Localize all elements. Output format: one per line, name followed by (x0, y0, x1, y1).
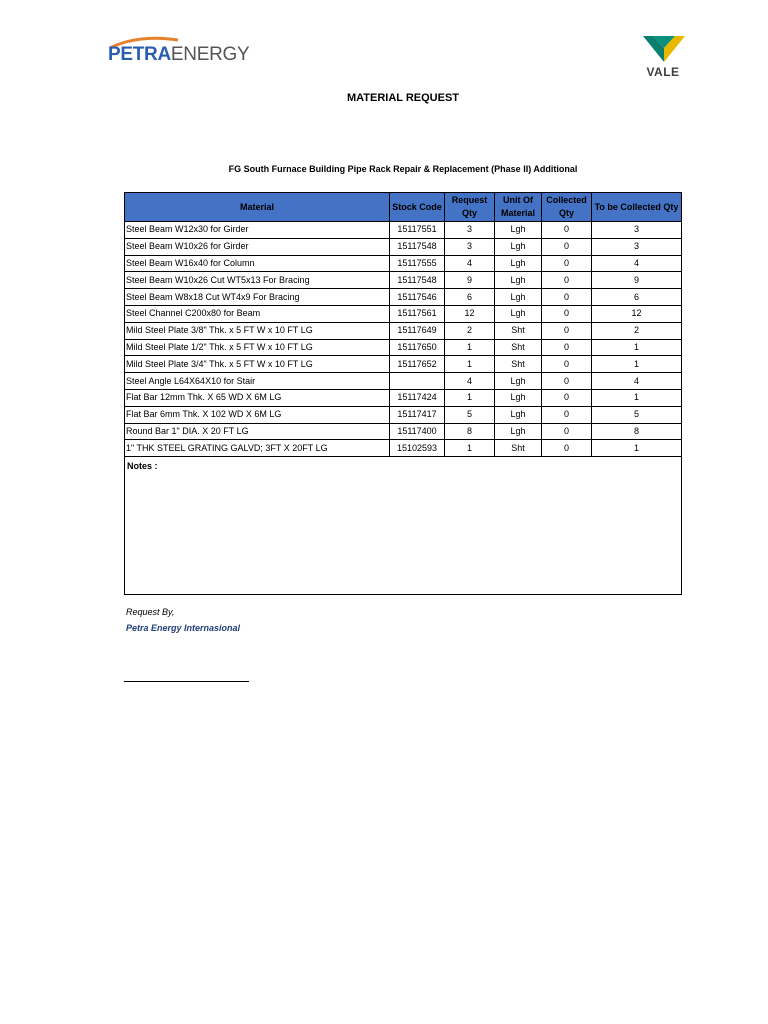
cell-to-be-collected: 12 (592, 305, 682, 322)
document-title: MATERIAL REQUEST (346, 92, 460, 104)
cell-stock-code: 15117649 (390, 322, 445, 339)
table-row (125, 356, 682, 373)
cell-material: Steel Beam W12x30 for Girder (125, 222, 390, 239)
cell-stock-code: 15117548 (390, 272, 445, 289)
cell-unit: Sht (495, 440, 542, 457)
cell-material: Mild Steel Plate 3/8" Thk. x 5 FT W x 10 FT LG (125, 322, 390, 339)
cell-to-be-collected: 1 (592, 389, 682, 406)
cell-stock-code (390, 373, 445, 390)
cell-material: Steel Beam W10x26 Cut WT5x13 For Bracing (125, 272, 390, 289)
cell-material: Steel Beam W8x18 Cut WT4x9 For Bracing (125, 289, 390, 306)
table-row (125, 389, 682, 406)
cell-request-qty: 1 (445, 339, 495, 356)
table-row (125, 305, 682, 322)
cell-stock-code: 15117424 (390, 389, 445, 406)
table-row (125, 423, 682, 440)
cell-unit: Lgh (495, 373, 542, 390)
material-table (124, 192, 682, 595)
cell-collected-qty: 0 (542, 238, 592, 255)
cell-request-qty: 1 (445, 356, 495, 373)
cell-unit: Lgh (495, 423, 542, 440)
cell-collected-qty: 0 (542, 339, 592, 356)
cell-unit: Lgh (495, 222, 542, 239)
cell-stock-code: 15102593 (390, 440, 445, 457)
cell-stock-code: 15117546 (390, 289, 445, 306)
cell-request-qty: 1 (445, 389, 495, 406)
notes-label: Notes : (125, 457, 682, 595)
cell-collected-qty: 0 (542, 305, 592, 322)
cell-collected-qty: 0 (542, 222, 592, 239)
cell-request-qty: 4 (445, 373, 495, 390)
cell-stock-code: 15117551 (390, 222, 445, 239)
cell-unit: Sht (495, 356, 542, 373)
cell-collected-qty: 0 (542, 356, 592, 373)
cell-unit: Lgh (495, 289, 542, 306)
cell-request-qty: 5 (445, 406, 495, 423)
cell-request-qty: 2 (445, 322, 495, 339)
signature-line (124, 681, 249, 682)
cell-stock-code: 15117561 (390, 305, 445, 322)
cell-request-qty: 9 (445, 272, 495, 289)
table-header-row (125, 193, 682, 222)
cell-stock-code: 15117548 (390, 238, 445, 255)
col-header-to-be-collected: To be Collected Qty (592, 193, 682, 222)
table-row (125, 373, 682, 390)
table-row (125, 339, 682, 356)
cell-material: Round Bar 1" DIA. X 20 FT LG (125, 423, 390, 440)
cell-request-qty: 4 (445, 255, 495, 272)
table-row (125, 255, 682, 272)
cell-request-qty: 6 (445, 289, 495, 306)
col-header-unit: Unit Of Material (495, 193, 542, 222)
logo-text-petra: PETRA (108, 44, 171, 65)
vale-v-icon (641, 34, 687, 64)
cell-to-be-collected: 1 (592, 356, 682, 373)
col-header-collected-qty: Collected Qty (542, 193, 592, 222)
table-row (125, 440, 682, 457)
table-row (125, 322, 682, 339)
cell-request-qty: 12 (445, 305, 495, 322)
petra-energy-logo (108, 36, 250, 70)
cell-unit: Lgh (495, 272, 542, 289)
cell-material: Mild Steel Plate 1/2" Thk. x 5 FT W x 10 FT LG (125, 339, 390, 356)
cell-material: Steel Beam W10x26 for Girder (125, 238, 390, 255)
vale-text: VALE (646, 65, 680, 79)
cell-collected-qty: 0 (542, 389, 592, 406)
table-row (125, 272, 682, 289)
cell-request-qty: 1 (445, 440, 495, 457)
table-row (125, 238, 682, 255)
cell-unit: Sht (495, 322, 542, 339)
cell-unit: Lgh (495, 406, 542, 423)
cell-unit: Lgh (495, 305, 542, 322)
cell-material: Flat Bar 6mm Thk. X 102 WD X 6M LG (125, 406, 390, 423)
cell-collected-qty: 0 (542, 406, 592, 423)
cell-unit: Lgh (495, 238, 542, 255)
cell-collected-qty: 0 (542, 255, 592, 272)
cell-collected-qty: 0 (542, 272, 592, 289)
cell-to-be-collected: 6 (592, 289, 682, 306)
cell-material: Flat Bar 12mm Thk. X 65 WD X 6M LG (125, 389, 390, 406)
cell-stock-code: 15117652 (390, 356, 445, 373)
cell-stock-code: 15117417 (390, 406, 445, 423)
notes-row (125, 457, 682, 595)
cell-material: Steel Angle L64X64X10 for Stair (125, 373, 390, 390)
company-name: Petra Energy Internasional (126, 623, 241, 633)
petra-energy-wordmark (108, 44, 249, 66)
cell-material: Mild Steel Plate 3/4" Thk. x 5 FT W x 10 FT LG (125, 356, 390, 373)
request-by-label: Request By, (126, 607, 175, 617)
table-row (125, 222, 682, 239)
project-title: FG South Furnace Building Pipe Rack Repair & Replacement (Phase II) Additional (228, 164, 578, 174)
vale-logo (640, 34, 688, 84)
col-header-stock-code: Stock Code (390, 193, 445, 222)
cell-unit: Sht (495, 339, 542, 356)
cell-to-be-collected: 3 (592, 222, 682, 239)
logo-text-energy: ENERGY (170, 44, 250, 65)
col-header-request-qty: Request Qty (445, 193, 495, 222)
cell-collected-qty: 0 (542, 440, 592, 457)
table-row (125, 289, 682, 306)
cell-to-be-collected: 9 (592, 272, 682, 289)
cell-to-be-collected: 3 (592, 238, 682, 255)
cell-material: 1" THK STEEL GRATING GALVD; 3FT X 20FT LG (125, 440, 390, 457)
cell-request-qty: 8 (445, 423, 495, 440)
cell-to-be-collected: 5 (592, 406, 682, 423)
cell-collected-qty: 0 (542, 322, 592, 339)
cell-to-be-collected: 2 (592, 322, 682, 339)
table-row (125, 406, 682, 423)
table-body (125, 222, 682, 457)
cell-to-be-collected: 4 (592, 255, 682, 272)
cell-material: Steel Beam W16x40 for Column (125, 255, 390, 272)
cell-stock-code: 15117555 (390, 255, 445, 272)
cell-to-be-collected: 4 (592, 373, 682, 390)
cell-collected-qty: 0 (542, 423, 592, 440)
cell-to-be-collected: 1 (592, 339, 682, 356)
cell-material: Steel Channel C200x80 for Beam (125, 305, 390, 322)
cell-to-be-collected: 8 (592, 423, 682, 440)
cell-unit: Lgh (495, 389, 542, 406)
cell-to-be-collected: 1 (592, 440, 682, 457)
cell-request-qty: 3 (445, 222, 495, 239)
cell-stock-code: 15117650 (390, 339, 445, 356)
cell-unit: Lgh (495, 255, 542, 272)
cell-collected-qty: 0 (542, 289, 592, 306)
cell-collected-qty: 0 (542, 373, 592, 390)
cell-stock-code: 15117400 (390, 423, 445, 440)
col-header-material: Material (125, 193, 390, 222)
cell-request-qty: 3 (445, 238, 495, 255)
